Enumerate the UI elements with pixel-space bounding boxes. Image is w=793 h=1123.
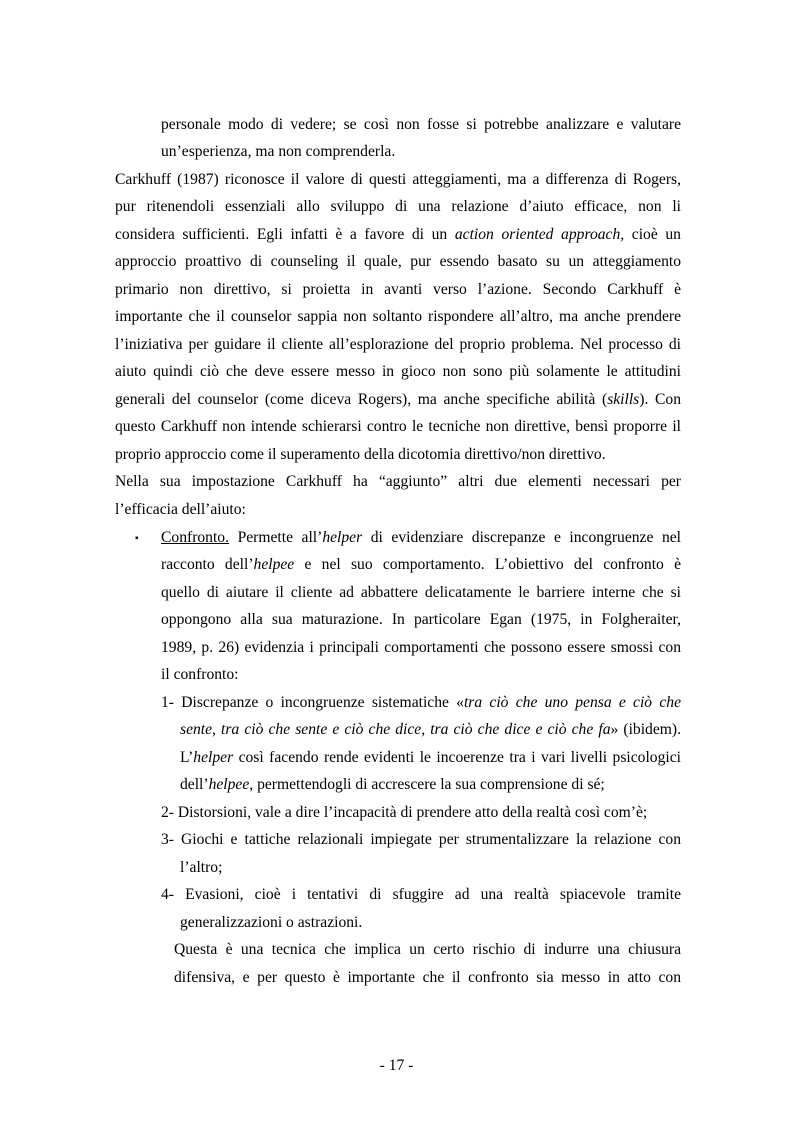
text-line: primario non direttivo, si proietta in avanti verso l’azione. Secondo Carkhuff è xyxy=(115,281,681,298)
list-item-1 xyxy=(161,693,681,713)
text-line: l’altro; xyxy=(180,859,223,876)
text-line xyxy=(115,390,681,410)
text-run: considera sufficienti. Egli infatti è a favore di un xyxy=(115,226,455,243)
text-line xyxy=(180,748,681,768)
text-line: l’iniziativa per guidare il cliente all’esplorazione del proprio problema. Nel processo di xyxy=(115,336,681,353)
text-line xyxy=(161,528,681,548)
italic-run: tra ciò che uno pensa e ciò che xyxy=(463,694,681,711)
italic-run: helpee xyxy=(208,776,250,793)
text-run: generali del counselor (come diceva Rogers), ma anche specifiche abilità ( xyxy=(115,391,608,408)
text-line: Nella sua impostazione Carkhuff ha “aggiunto” altri due elementi necessari per xyxy=(115,473,681,490)
text-line: approccio proattivo di counseling il quale, pur essendo basato su un atteggiamento xyxy=(115,253,681,270)
italic-run: helper xyxy=(322,529,363,546)
text-run: ). Con xyxy=(639,391,681,408)
text-line: proprio approccio come il superamento della dicotomia direttivo/non direttivo. xyxy=(115,446,606,463)
text-line: Questa è una tecnica che implica un certo rischio di indurre una chiusura xyxy=(174,941,681,958)
page-number: - 17 - xyxy=(379,1057,414,1074)
list-item-4: 4- Evasioni, cioè i tentativi di sfuggire ad una realtà spiacevole tramite xyxy=(161,886,681,903)
text-run: Permette all’ xyxy=(229,529,323,546)
italic-run: action oriented approach, xyxy=(454,226,625,243)
italic-run: skills xyxy=(607,391,640,408)
text-line: difensiva, e per questo è importante che il confronto sia messo in atto con xyxy=(174,969,681,986)
list-item-3: 3- Giochi e tattiche relazionali impiegate per strumentalizzare la relazione con xyxy=(161,831,681,848)
text-line xyxy=(161,555,681,575)
italic-run: helpee xyxy=(253,556,295,573)
text-run: 1- Discrepanze o incongruenze sistematiche « xyxy=(161,694,464,711)
bullet-square-icon: ▪ xyxy=(135,533,139,544)
text-line: quello di aiutare il cliente ad abbattere delicatamente le barriere interne che si xyxy=(161,584,681,601)
underlined-run: Confronto. xyxy=(161,529,230,546)
text-run: L’ xyxy=(180,749,194,766)
text-line: pur ritenendoli essenziali allo sviluppo di una relazione d’aiuto efficace, non li xyxy=(115,198,681,215)
text-line: Carkhuff (1987) riconosce il valore di questi atteggiamenti, ma a differenza di Rogers, xyxy=(115,171,681,188)
text-run: dell’ xyxy=(180,776,209,793)
italic-run: helper xyxy=(193,749,234,766)
text-line: un’esperienza, ma non comprenderla. xyxy=(161,143,396,160)
text-line xyxy=(180,775,605,795)
text-line: generalizzazioni o astrazioni. xyxy=(180,914,363,931)
text-line xyxy=(115,225,681,245)
text-run: e nel suo comportamento. L’obiettivo del confronto è xyxy=(294,556,681,573)
text-run: così facendo rende evidenti le incoerenze tra i vari livelli psicologici xyxy=(233,749,681,766)
text-run: di evidenziare discrepanze e incongruenze nel xyxy=(362,529,682,546)
text-run: , permettendogli di accrescere la sua comprensione di sé; xyxy=(249,776,605,793)
text-line: aiuto quindi ciò che deve essere messo in gioco non sono più solamente le attitudini xyxy=(115,363,681,380)
text-line: importante che il counselor sappia non soltanto rispondere all’altro, ma anche prendere xyxy=(115,308,681,325)
text-line: l’efficacia dell’aiuto: xyxy=(115,501,246,518)
text-run: cioè un xyxy=(624,226,681,243)
list-item-2: 2- Distorsioni, vale a dire l’incapacità di prendere atto della realtà così com’è; xyxy=(161,804,648,821)
text-line: personale modo di vedere; se così non fosse si potrebbe analizzare e valutare xyxy=(161,116,681,133)
text-run: racconto dell’ xyxy=(161,556,254,573)
text-line: 1989, p. 26) evidenzia i principali comportamenti che possono essere smossi con xyxy=(161,639,681,656)
text-line xyxy=(180,720,681,740)
text-run: » (ibidem). xyxy=(610,721,681,738)
text-line: oppongono alla sua maturazione. In particolare Egan (1975, in Folgheraiter, xyxy=(161,611,681,628)
italic-run: sente, tra ciò che sente e ciò che dice, tra ciò che dice e ciò che fa xyxy=(180,721,611,738)
text-line: questo Carkhuff non intende schierarsi contro le tecniche non direttive, bensì proporre il xyxy=(115,418,681,435)
text-line: il confronto: xyxy=(161,666,239,683)
